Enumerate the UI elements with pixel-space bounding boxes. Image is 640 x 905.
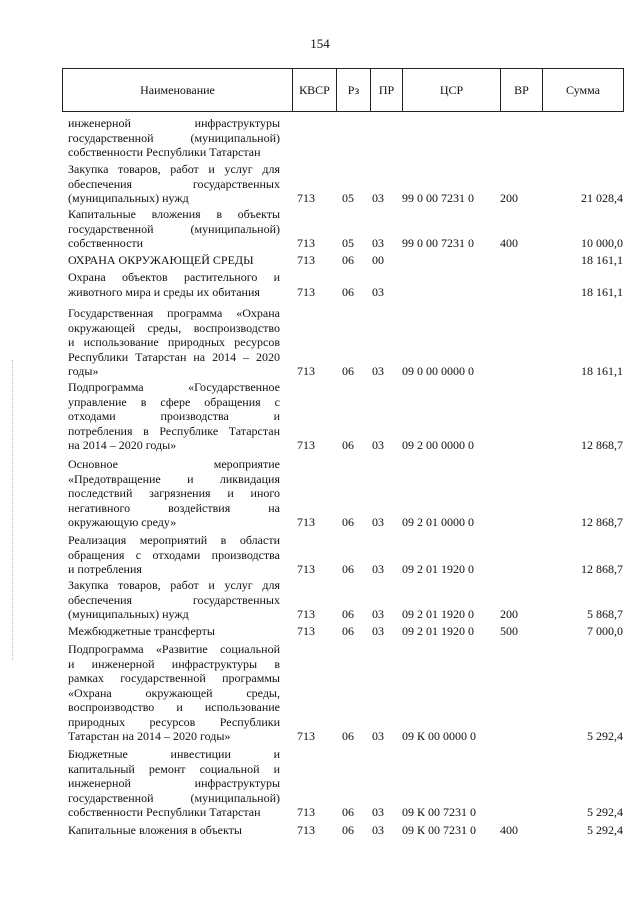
cell-pr: 03 [372,191,384,205]
cell-sum: 5 292,4 [587,823,623,837]
cell-kvsr: 713 [297,284,315,299]
cell-pr: 03 [372,438,384,452]
row-name [68,306,280,379]
row-name-line: последствий загрязнения и иного [68,486,280,500]
row-name [68,207,280,251]
cell-rz: 06 [342,805,354,819]
row-name [68,578,280,622]
cell-csr: 09 К 00 7231 0 [402,823,477,837]
cell-rz: 05 [342,236,354,250]
row-name-line: государственной (муниципальной) [68,221,280,236]
row-name-line: (муниципальных) нужд [68,191,189,205]
cell-csr: 09 К 00 0000 0 [402,729,477,743]
header-pr: ПР [371,69,403,111]
header-vr: ВР [501,69,543,111]
cell-sum: 10 000,0 [581,236,623,250]
row-name-line: обращения с отходами производства [68,547,280,562]
cell-csr: 09 0 00 0000 0 [402,364,474,378]
cell-rz: 06 [342,607,354,621]
row-name-line: управление в сфере обращения с [68,394,280,409]
row-name-line: Закупка товаров, работ и услуг для [68,578,280,592]
row-name-line: Подпрограмма «Развитие социальной [68,642,280,656]
row-name-line: обеспечения государственных [68,592,280,607]
row-name-line: потребления в Республике Татарстан [68,423,280,438]
row-name-line: природных ресурсов Республики [68,714,280,729]
cell-pr: 03 [372,823,384,837]
cell-csr: 09 2 01 1920 0 [402,562,474,576]
cell-vr: 200 [500,191,518,205]
cell-rz: 06 [342,823,354,837]
cell-sum: 18 161,1 [581,284,623,299]
cell-kvsr: 713 [297,515,315,529]
row-name-line: (муниципальных) нужд [68,607,189,621]
cell-rz: 06 [342,562,354,576]
row-name-line: собственности Республики Татарстан [68,805,261,819]
row-name [68,624,280,639]
cell-rz: 06 [342,515,354,529]
cell-pr: 03 [372,562,384,576]
cell-rz: 06 [342,253,354,267]
cell-rz: 06 [342,284,354,299]
cell-csr: 09 К 00 7231 0 [402,805,477,819]
row-name-line: Охрана объектов растительного и [68,270,280,284]
cell-pr: 03 [372,515,384,529]
header-sum: Сумма [566,82,600,97]
row-name [68,116,280,160]
cell-csr: 09 2 01 1920 0 [402,607,474,621]
cell-kvsr: 713 [297,624,315,638]
row-name-line: и инженерной инфраструктуры в [68,656,280,671]
header-rz: Рз [337,69,371,111]
row-name-line: государственной (муниципальной) [68,790,280,805]
cell-csr: 99 0 00 7231 0 [402,236,474,250]
cell-pr: 03 [372,236,384,250]
row-name-line: инженерной инфраструктуры [68,776,280,790]
row-name-line: Капитальные вложения в объекты [68,207,280,221]
cell-kvsr: 713 [297,805,315,819]
row-name [68,823,280,838]
row-name-line: собственности [68,236,144,250]
row-name-line: Государственная программа «Охрана [68,306,280,320]
cell-vr: 200 [500,607,518,621]
cell-sum: 18 161,1 [581,253,623,267]
row-name-line: отходами производства и [68,409,280,423]
page-number: 154 [310,36,330,51]
cell-rz: 06 [342,624,354,638]
cell-rz: 05 [342,191,354,205]
cell-sum: 12 868,7 [581,562,623,576]
row-name-line: «Предотвращение и ликвидация [68,471,280,486]
cell-sum: 5 292,4 [587,729,623,743]
row-name-line: негативного воздействия на [68,500,280,515]
cell-vr: 500 [500,624,518,638]
cell-pr: 03 [372,284,384,299]
row-name-line: собственности Республики Татарстан [68,145,261,159]
row-name-line: на 2014 – 2020 годы» [68,438,177,452]
row-name-line: Бюджетные инвестиции и [68,747,280,761]
row-name-line: Татарстан на 2014 – 2020 годы» [68,729,231,743]
row-name-line: и потребления [68,562,142,576]
row-name-line: инженерной инфраструктуры [68,116,280,130]
row-name-line: обеспечения государственных [68,176,280,191]
cell-pr: 03 [372,624,384,638]
cell-rz: 06 [342,729,354,743]
row-name-line: государственной (муниципальной) [68,130,280,145]
cell-pr: 00 [372,253,384,267]
cell-kvsr: 713 [297,253,315,267]
cell-csr: 99 0 00 7231 0 [402,191,474,205]
cell-pr: 03 [372,729,384,743]
cell-csr: 09 2 01 0000 0 [402,515,474,529]
row-name-line: животного мира и среды их обитания [68,284,260,299]
cell-pr: 03 [372,607,384,621]
row-name-line: окружающей среды, воспроизводство [68,320,280,335]
row-name-line: годы» [68,364,99,378]
row-name [68,747,280,820]
row-name-line: Закупка товаров, работ и услуг для [68,162,280,176]
row-name [68,457,280,530]
cell-sum: 5 868,7 [587,607,623,621]
row-name-line: «Охрана окружающей среды, [68,685,280,700]
row-name [68,380,280,453]
cell-kvsr: 713 [297,438,315,452]
cell-csr: 09 2 00 0000 0 [402,438,474,452]
cell-sum: 12 868,7 [581,515,623,529]
row-name-line: ОХРАНА ОКРУЖАЮЩЕЙ СРЕДЫ [68,253,254,267]
row-name-line: Реализация мероприятий в области [68,533,280,547]
cell-kvsr: 713 [297,607,315,621]
row-name [68,253,280,268]
cell-csr: 09 2 01 1920 0 [402,624,474,638]
row-name [68,533,280,577]
cell-kvsr: 713 [297,729,315,743]
header-csr: ЦСР [403,69,501,111]
cell-vr: 400 [500,236,518,250]
row-name-line: Основное мероприятие [68,457,280,471]
cell-pr: 03 [372,364,384,378]
cell-pr: 03 [372,805,384,819]
cell-sum: 12 868,7 [581,438,623,452]
row-name-line: капитальный ремонт социальной и [68,761,280,776]
row-name-line: Подпрограмма «Государственное [68,380,280,394]
cell-sum: 21 028,4 [581,191,623,205]
cell-rz: 06 [342,438,354,452]
cell-kvsr: 713 [297,562,315,576]
row-name-line: окружающую среду» [68,515,177,529]
row-name-line: Капитальные вложения в объекты [68,823,242,837]
cell-kvsr: 713 [297,236,315,250]
cell-rz: 06 [342,364,354,378]
row-name-line: Республики Татарстан на 2014 – 2020 [68,349,280,364]
row-name-line: рамках государственной программы [68,671,280,685]
row-name-line: Межбюджетные трансферты [68,624,215,638]
header-kvsr: КВСР [293,69,337,111]
cell-sum: 18 161,1 [581,364,623,378]
cell-kvsr: 713 [297,364,315,378]
cell-sum: 7 000,0 [587,624,623,638]
row-name-line: и использование природных ресурсов [68,335,280,349]
row-name [68,270,280,299]
header-name: Наименование [63,69,293,111]
cell-vr: 400 [500,823,518,837]
row-name-line: воспроизводство и использование [68,700,280,714]
row-name [68,642,280,744]
cell-kvsr: 713 [297,823,315,837]
cell-kvsr: 713 [297,191,315,205]
cell-sum: 5 292,4 [587,805,623,819]
row-name [68,162,280,206]
